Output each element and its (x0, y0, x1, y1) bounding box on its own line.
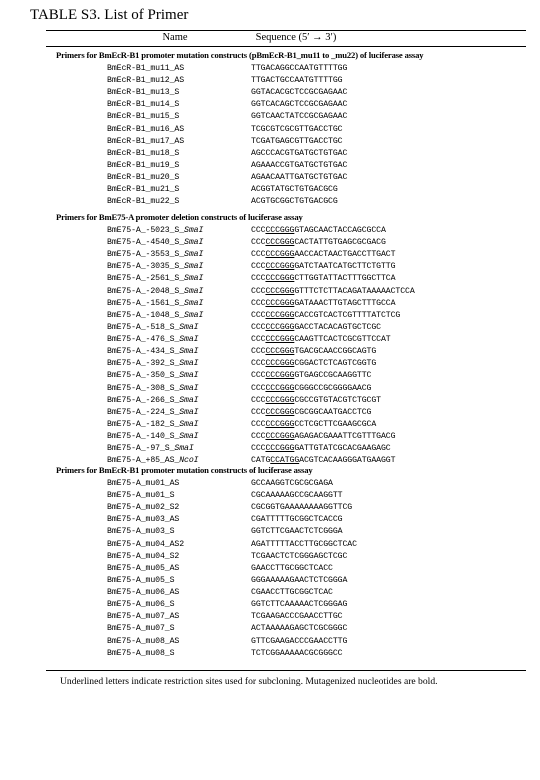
table-row (0, 502, 540, 514)
primer-name (107, 526, 174, 538)
sequence-prefix: CCC (251, 359, 266, 369)
restriction-site: CCCGGG (265, 371, 295, 381)
primer-name (107, 539, 184, 551)
table-row (0, 322, 540, 334)
primer-name-text: BmE75-A_-434_S_ (107, 347, 180, 357)
primer-sequence: AGCCCACGTGATGCTGTGAC (251, 148, 348, 158)
primer-name-text: BmEcR-B1_mu18_S (107, 148, 180, 158)
primer-sequence: AGAACAATTGATGCTGTGAC (251, 173, 348, 183)
primer-name-text: BmE75-A_-1561_S_ (107, 298, 185, 308)
primer-name (107, 443, 194, 455)
restriction-enzyme: SmaI (184, 238, 204, 248)
primer-name-text: BmE75-A_-97_S_ (107, 444, 175, 454)
primer-sequence: GCCAAGGTCGCGCGAGA (251, 479, 333, 488)
primer-name (107, 431, 198, 443)
restriction-enzyme: NcoI (179, 456, 199, 466)
sequence-prefix: CCC (251, 371, 266, 381)
primer-name (107, 184, 179, 196)
primer-name (107, 298, 203, 310)
restriction-site: CCCGGG (265, 335, 295, 345)
restriction-enzyme: SmaI (179, 432, 199, 442)
table-row (0, 111, 540, 123)
primer-name (107, 599, 174, 611)
sequence-suffix: ACGTCACAAGGGATGAAGGT (299, 456, 396, 466)
primer-name-text: BmEcR-B1_mu21_S (107, 185, 180, 195)
primer-name-text: BmE75-A_-140_S_ (107, 432, 180, 442)
column-header-name: Name (162, 32, 188, 43)
primer-name (107, 196, 179, 208)
primer-name (107, 111, 179, 123)
restriction-site: CCCGGG (265, 250, 295, 260)
table-row (0, 225, 540, 237)
restriction-site: CCCGGG (265, 444, 295, 454)
table-row (0, 539, 540, 551)
primer-name-text: BmE75-A_mu06_AS (107, 588, 180, 598)
primer-name-text: BmEcR-B1_mu16_AS (107, 124, 185, 134)
table-title: TABLE S3. List of Primer (30, 7, 189, 23)
primer-name (107, 136, 184, 148)
primer-sequence (251, 395, 381, 407)
primer-name-text: BmE75-A_mu01_AS (107, 479, 180, 488)
primer-name (107, 587, 179, 599)
table-row (0, 63, 540, 75)
table-row (0, 443, 540, 455)
restriction-enzyme: SmaI (184, 310, 204, 320)
primer-name (107, 563, 179, 575)
sequence-suffix: CAAGTTCACTCGCGTTCCAT (294, 335, 391, 345)
restriction-enzyme: SmaI (174, 444, 194, 454)
primer-name-text: BmEcR-B1_mu12_AS (107, 76, 185, 86)
primer-name-text: BmE75-A_mu07_AS (107, 612, 180, 622)
sequence-prefix: CCC (251, 407, 266, 417)
primer-name-text: BmE75-A_mu03_AS (107, 515, 180, 525)
primer-name (107, 334, 198, 346)
primer-sequence: GGTACACGCTCCGCGAGAAC (251, 88, 348, 98)
restriction-enzyme: SmaI (179, 359, 199, 369)
primer-sequence (251, 407, 371, 419)
table-row (0, 575, 540, 587)
table-row (0, 334, 540, 346)
restriction-enzyme: SmaI (184, 262, 204, 272)
table-row (0, 249, 540, 261)
primer-name (107, 648, 174, 660)
primer-name (107, 551, 179, 563)
primer-sequence: AGATTTTTACCTTGCGGCTCAC (251, 539, 357, 549)
primer-name (107, 225, 203, 237)
primer-name-text: BmE75-A_+85_AS_ (107, 456, 180, 466)
primer-sequence: CGCGGTGAAAAAAAAGGTTCG (251, 503, 353, 513)
restriction-site: CCATGG (270, 456, 300, 466)
primer-name-text: BmE75-A_-224_S_ (107, 407, 180, 417)
restriction-site: CCCGGG (265, 298, 295, 308)
sequence-prefix: CCC (251, 250, 266, 260)
sequence-suffix: GTTTCTCTTACAGATAAAAACTCCA (294, 286, 415, 296)
primer-name (107, 63, 184, 75)
primer-name (107, 490, 174, 502)
table-row (0, 623, 540, 635)
table-footnote: Underlined letters indicate restriction sites used for subcloning. Mutagenized nucleotides are bold. (60, 676, 438, 687)
restriction-enzyme: SmaI (179, 335, 199, 345)
primer-name-text: BmE75-A_-2561_S_ (107, 274, 185, 284)
primer-name-text: BmE75-A_-518_S_ (107, 322, 180, 332)
table-row (0, 636, 540, 648)
primer-sequence: CGATTTTTGCGGCTCACCG (251, 515, 343, 525)
primer-name-text: BmE75-A_mu01_S (107, 491, 175, 501)
restriction-site: CCCGGG (265, 395, 295, 405)
restriction-site: CCCGGG (265, 226, 295, 235)
table-row (0, 298, 540, 310)
primer-name-text: BmE75-A_mu08_S (107, 648, 175, 658)
primer-name (107, 383, 198, 395)
restriction-site: CCCGGG (265, 419, 295, 429)
table-row (0, 648, 540, 660)
primer-name (107, 419, 198, 431)
primer-sequence: ACGTGCGGCTGTGACGCG (251, 197, 338, 207)
primer-name-text: BmE75-A_-2048_S_ (107, 286, 185, 296)
primer-sequence (251, 273, 395, 285)
primer-name-text: BmEcR-B1_mu17_AS (107, 136, 185, 146)
primer-name-text: BmE75-A_mu05_AS (107, 563, 180, 573)
primer-name (107, 310, 203, 322)
primer-name (107, 75, 184, 87)
primer-name (107, 611, 179, 623)
primer-name (107, 286, 203, 298)
primer-sequence: TTGACAGGCCAATGTTTTGG (251, 64, 348, 73)
table-row (0, 611, 540, 623)
primer-sequence (251, 322, 381, 334)
primer-sequence (251, 298, 395, 310)
primer-name-text: BmE75-A_-476_S_ (107, 335, 180, 345)
primer-sequence (251, 249, 395, 261)
primer-name (107, 249, 203, 261)
sequence-prefix: CCC (251, 347, 266, 357)
restriction-enzyme: SmaI (179, 395, 199, 405)
primer-sequence: GGTCAACTATCCGCGAGAAC (251, 112, 348, 122)
restriction-enzyme: SmaI (184, 250, 204, 260)
primer-name (107, 395, 198, 407)
table-row (0, 273, 540, 285)
primer-sequence: TCGAAGACCCGAACCTTGC (251, 612, 343, 622)
section-title: Primers for BmEcR-B1 promoter mutation constructs (pBmEcR-B1_mu11 to _mu22) of luciferase assay (56, 50, 424, 60)
restriction-enzyme: SmaI (179, 407, 199, 417)
restriction-enzyme: SmaI (184, 298, 204, 308)
restriction-site: CCCGGG (265, 407, 295, 417)
primer-name-text: BmE75-A_-1048_S_ (107, 310, 185, 320)
primer-sequence: TTGACTGCCAATGTTTTGG (251, 76, 343, 86)
sequence-suffix: CTTGGTATTACTTTGGCTTCA (294, 274, 396, 284)
primer-name (107, 172, 179, 184)
primer-name (107, 502, 179, 514)
restriction-site: CCCGGG (265, 286, 295, 296)
primer-name-text: BmE75-A_-182_S_ (107, 419, 180, 429)
sequence-suffix: AGAGACGAAATTCGTTTGACG (294, 432, 396, 442)
sequence-suffix: CGCCGTGTACGTCTGCGT (294, 395, 381, 405)
sequence-suffix: CACCGTCACTCGTTTTATCTCG (294, 310, 401, 320)
primer-name (107, 407, 198, 419)
sequence-suffix: CGGGCCGCGGGGAACG (294, 383, 372, 393)
restriction-site: CCCGGG (265, 383, 295, 393)
sequence-suffix: AACCACTAACTGACCTTGACT (294, 250, 396, 260)
primer-name (107, 261, 203, 273)
sequence-prefix: CCC (251, 238, 266, 248)
table-row (0, 148, 540, 160)
primer-sequence (251, 370, 371, 382)
sequence-prefix: CCC (251, 432, 266, 442)
primer-name (107, 148, 179, 160)
table-row (0, 358, 540, 370)
primer-name-text: BmEcR-B1_mu13_S (107, 88, 180, 98)
sequence-suffix: TGACGCAACCGGCAGTG (294, 347, 377, 357)
table-row (0, 526, 540, 538)
sequence-prefix: CCC (251, 226, 266, 235)
table-row (0, 75, 540, 87)
table-row (0, 172, 540, 184)
table-row (0, 370, 540, 382)
primer-sequence: GGGAAAAAGAACTCTCGGGA (251, 575, 348, 585)
table-row (0, 124, 540, 136)
sequence-suffix: CACTATTGTGAGCGCGACG (294, 238, 386, 248)
primer-sequence: TCGCGTCGCGTTGACCTGC (251, 124, 343, 134)
primer-name-text: BmE75-A_-5023_S_ (107, 226, 185, 235)
primer-sequence (251, 419, 376, 431)
sequence-suffix: GTAGCAACTACCAGCGCCA (294, 226, 386, 235)
primer-name-text: BmE75-A_mu05_S (107, 575, 175, 585)
restriction-enzyme: SmaI (179, 347, 199, 357)
primer-name (107, 160, 179, 172)
primer-sequence (251, 431, 395, 443)
restriction-enzyme: SmaI (179, 371, 199, 381)
sequence-suffix: GATTGTATCGCACGAAGAGC (294, 444, 391, 454)
primer-name (107, 478, 179, 490)
sequence-suffix: GATCTAATCATGCTTCTGTTG (294, 262, 396, 272)
table-row (0, 407, 540, 419)
restriction-site: CCCGGG (265, 262, 295, 272)
primer-sequence: CGCAAAAAGCCGCAAGGTT (251, 491, 343, 501)
restriction-site: CCCGGG (265, 274, 295, 284)
table-row (0, 87, 540, 99)
primer-sequence: AGAAACCGTGATGCTGTGAC (251, 160, 348, 170)
restriction-site: CCCGGG (265, 310, 295, 320)
primer-name-text: BmE75-A_mu04_AS2 (107, 539, 185, 549)
sequence-prefix: CCC (251, 274, 266, 284)
sequence-prefix: CCC (251, 395, 266, 405)
primer-name-text: BmEcR-B1_mu19_S (107, 160, 180, 170)
primer-name (107, 358, 198, 370)
column-header-sequence: Sequence (5′ → 3′) (255, 32, 337, 43)
table-row (0, 310, 540, 322)
primer-name-text: BmEcR-B1_mu20_S (107, 173, 180, 183)
primer-sequence: ACGGTATGCTGTGACGCG (251, 185, 338, 195)
primer-sequence: GAACCTTGCGGCTCACC (251, 563, 333, 573)
restriction-enzyme: SmaI (179, 322, 199, 332)
primer-name-text: BmE75-A_mu06_S (107, 600, 175, 610)
sequence-prefix: CCC (251, 444, 266, 454)
primer-name-text: BmE75-A_mu08_AS (107, 636, 180, 646)
primer-name (107, 322, 198, 334)
sequence-prefix: CCC (251, 335, 266, 345)
section-title: Primers for BmEcR-B1 promoter mutation constructs of luciferase assay (56, 465, 313, 475)
primer-sequence (251, 237, 386, 249)
primer-name-text: BmEcR-B1_mu22_S (107, 197, 180, 207)
sequence-suffix: CCTCGCTTCGAAGCGCA (294, 419, 377, 429)
table-row (0, 383, 540, 395)
sequence-suffix: CGCGGCAATGACCTCG (294, 407, 372, 417)
primer-name-text: BmE75-A_mu04_S2 (107, 551, 180, 561)
section-title: Primers for BmE75-A promoter deletion constructs of luciferase assay (56, 212, 303, 222)
table-row (0, 196, 540, 208)
restriction-site: CCCGGG (265, 359, 295, 369)
primer-name (107, 575, 174, 587)
table-row (0, 184, 540, 196)
primer-name-text: BmE75-A_-4540_S_ (107, 238, 185, 248)
primer-name-text: BmE75-A_-350_S_ (107, 371, 180, 381)
primer-sequence: TCGAACTCTCGGGAGCTCGC (251, 551, 348, 561)
primer-sequence (251, 383, 371, 395)
primer-name-text: BmEcR-B1_mu11_AS (107, 64, 185, 73)
table-row (0, 261, 540, 273)
restriction-enzyme: SmaI (184, 274, 204, 284)
table-row (0, 478, 540, 490)
table-row (0, 395, 540, 407)
primer-name-text: BmEcR-B1_mu14_S (107, 100, 180, 110)
restriction-site: CCCGGG (265, 347, 295, 357)
primer-sequence (251, 225, 386, 237)
primer-sequence: TCGATGAGCGTTGACCTGC (251, 136, 343, 146)
primer-name (107, 623, 174, 635)
primer-name-text: BmE75-A_-308_S_ (107, 383, 180, 393)
table-header-rule (46, 46, 526, 47)
primer-name (107, 370, 198, 382)
primer-sequence (251, 310, 400, 322)
table-row (0, 136, 540, 148)
restriction-site: CCCGGG (265, 238, 295, 248)
primer-name (107, 636, 179, 648)
restriction-enzyme: SmaI (179, 383, 199, 393)
sequence-prefix: CCC (251, 298, 266, 308)
primer-name (107, 124, 184, 136)
restriction-site: CCCGGG (265, 432, 295, 442)
primer-sequence (251, 346, 376, 358)
table-row (0, 99, 540, 111)
sequence-prefix: CCC (251, 419, 266, 429)
primer-name-text: BmE75-A_mu03_S (107, 527, 175, 537)
restriction-enzyme: SmaI (184, 286, 204, 296)
primer-name-text: BmE75-A_mu02_S2 (107, 503, 180, 513)
primer-name (107, 273, 203, 285)
sequence-suffix: GTGAGCCGCAAGGTTC (294, 371, 372, 381)
sequence-suffix: GACCTACACAGTGCTCGC (294, 322, 381, 332)
sequence-suffix: CGGACTCTCAGTCGGTG (294, 359, 377, 369)
sequence-prefix: CCC (251, 322, 266, 332)
primer-sequence: TCTCGGAAAAACGCGGGCC (251, 648, 343, 658)
primer-name-text: BmE75-A_-3553_S_ (107, 250, 185, 260)
table-row (0, 419, 540, 431)
restriction-site: CCCGGG (265, 322, 295, 332)
primer-name-text: BmE75-A_-266_S_ (107, 395, 180, 405)
primer-name (107, 346, 198, 358)
table-row (0, 160, 540, 172)
table-row (0, 490, 540, 502)
primer-sequence: GGTCTTCAAAAACTCGGGAG (251, 600, 348, 610)
primer-name (107, 237, 203, 249)
table-row (0, 514, 540, 526)
table-row (0, 587, 540, 599)
primer-sequence: GGTCACAGCTCCGCGAGAAC (251, 100, 348, 110)
sequence-prefix: CATG (251, 456, 271, 466)
primer-name (107, 87, 179, 99)
table-row (0, 237, 540, 249)
table-row (0, 551, 540, 563)
primer-sequence (251, 358, 376, 370)
table-row (0, 286, 540, 298)
sequence-prefix: CCC (251, 383, 266, 393)
sequence-prefix: CCC (251, 262, 266, 272)
sequence-suffix: GATAAACTTGTAGCTTTGCCA (294, 298, 396, 308)
primer-name-text: BmE75-A_-392_S_ (107, 359, 180, 369)
primer-sequence: CGAACCTTGCGGCTCAC (251, 588, 333, 598)
primer-sequence (251, 334, 391, 346)
primer-name-text: BmE75-A_-3035_S_ (107, 262, 185, 272)
sequence-prefix: CCC (251, 310, 266, 320)
table-row (0, 563, 540, 575)
primer-sequence (251, 286, 415, 298)
primer-sequence (251, 443, 391, 455)
primer-name-text: BmEcR-B1_mu15_S (107, 112, 180, 122)
primer-sequence (251, 261, 395, 273)
primer-sequence: ACTAAAAAGAGCTCGCGGGC (251, 624, 348, 634)
primer-name (107, 99, 179, 111)
restriction-enzyme: SmaI (184, 226, 204, 235)
sequence-prefix: CCC (251, 286, 266, 296)
table-row (0, 431, 540, 443)
table-bottom-rule (46, 670, 526, 671)
primer-sequence: GTTCGAAGACCCGAACCTTG (251, 636, 348, 646)
primer-name (107, 514, 179, 526)
primer-sequence: GGTCTTCGAACTCTCGGGA (251, 527, 343, 537)
restriction-enzyme: SmaI (179, 419, 199, 429)
table-row (0, 599, 540, 611)
primer-name-text: BmE75-A_mu07_S (107, 624, 175, 634)
table-row (0, 346, 540, 358)
